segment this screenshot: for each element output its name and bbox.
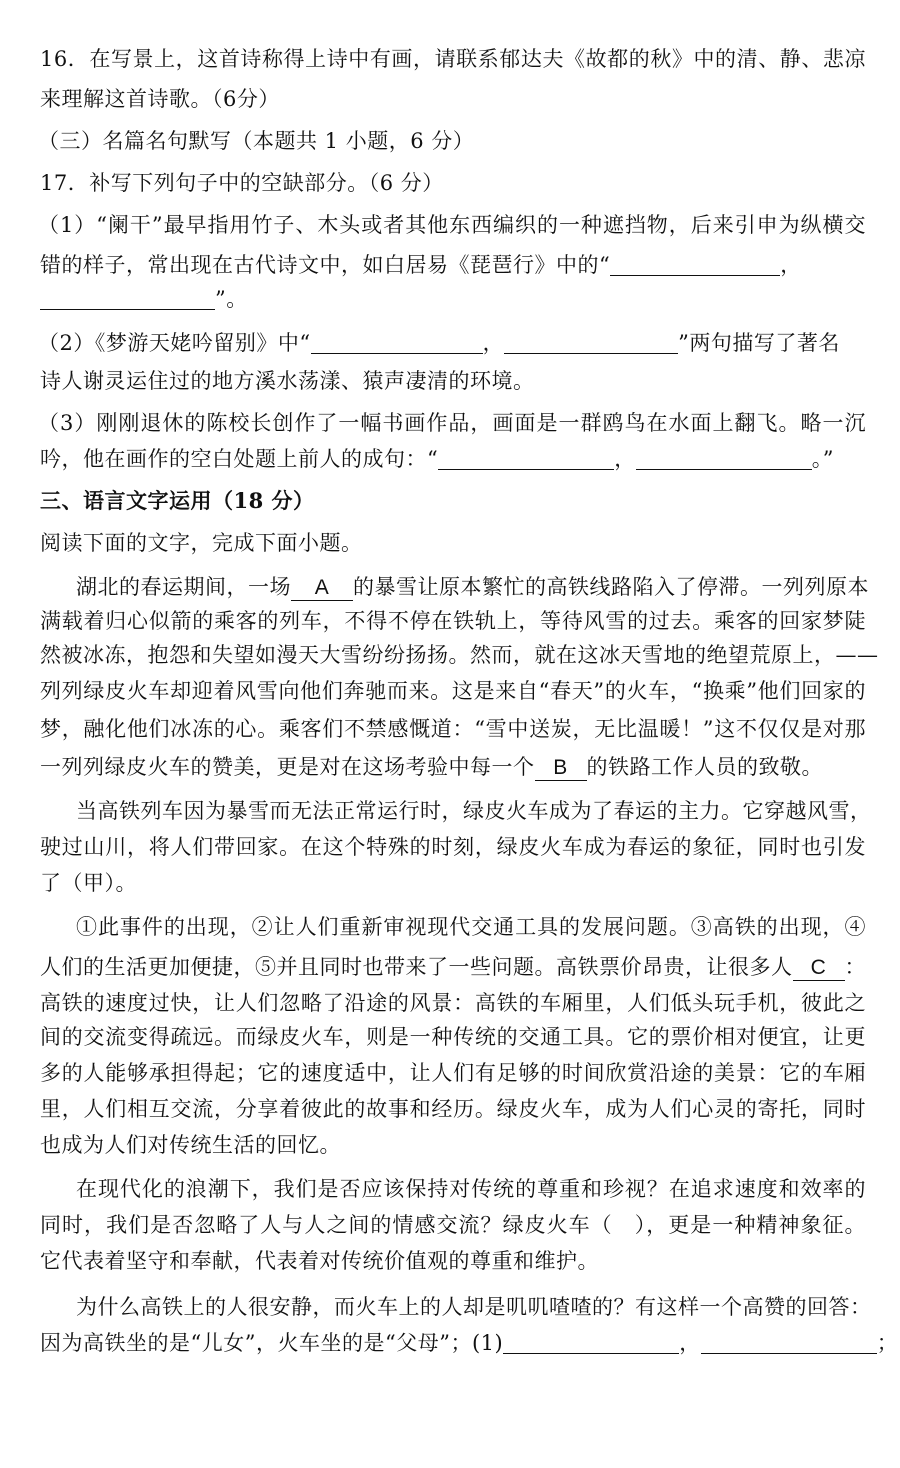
para5-text: 因为高铁坐的是“儿女”，火车坐的是“父母”；(1) — [40, 1331, 504, 1355]
para3-text: 高铁的速度过快，让人们忽略了沿途的风景：高铁的车厢里，人们低头玩手机，彼此之 — [40, 991, 866, 1015]
para1-line-2 — [40, 606, 866, 636]
para4-text: 它代表着坚守和奉献，代表着对传统价值观的尊重和维护。 — [40, 1249, 599, 1273]
fill-blank[interactable] — [701, 1331, 877, 1354]
q17-part3-line-2 — [40, 444, 866, 474]
para1-line-3 — [40, 640, 879, 670]
para3-line-5 — [40, 1058, 866, 1088]
para1-text: 一列列绿皮火车的赞美，更是对在这场考验中每一个 — [40, 755, 535, 779]
para5-line-1 — [76, 1292, 872, 1322]
para2-line-2 — [40, 832, 866, 862]
q16-text-1: 16．在写景上，这首诗称得上诗中有画，请联系郁达夫《故都的秋》中的清、静、悲凉 — [40, 47, 866, 71]
section-3-title: （三）名篇名句默写（本题共 1 小题，6 分） — [38, 129, 475, 153]
part-3-title: 三、语言文字运用（18 分） — [40, 488, 315, 513]
q17-part1-text-1: （1）“阑干”最早指用竹子、木头或者其他东西编织的一种遮挡物，后来引申为纵横交 — [38, 213, 866, 237]
para1-text: 然被冰冻，抱怨和失望如漫天大雪纷纷扬扬。然而，就在这冰天雪地的绝望荒原上，—— — [40, 643, 879, 667]
para3-text: 里，人们相互交流，分享着彼此的故事和经历。绿皮火车，成为人们心灵的寄托，同时 — [40, 1097, 866, 1121]
para2-line-3 — [40, 868, 866, 898]
para3-text: 人们的生活更加便捷，⑤并且同时也带来了一些问题。高铁票价昂贵，让很多人 — [40, 955, 793, 979]
para1-text: 列列绿皮火车却迎着风雪向他们奔驰而来。这是来自“春天”的火车，“换乘”他们回家的 — [40, 679, 866, 703]
fill-blank[interactable] — [311, 331, 483, 354]
para5-line-2 — [40, 1328, 899, 1358]
para4-line-3 — [40, 1246, 866, 1276]
q16-line-2 — [40, 84, 866, 114]
q17-stem-text: 17．补写下列句子中的空缺部分。（6 分） — [40, 171, 444, 195]
fill-blank[interactable] — [610, 253, 780, 276]
answer-blank-c[interactable]: C — [793, 956, 845, 981]
fill-blank[interactable] — [636, 447, 812, 470]
fill-blank[interactable] — [504, 331, 678, 354]
answer-blank-a[interactable]: A — [291, 576, 353, 601]
punct-comma: ， — [780, 253, 802, 277]
punct-comma: ， — [679, 1331, 701, 1355]
q17-part3-text-2: 吟，他在画作的空白处题上前人的成句：“ — [40, 447, 439, 471]
para1-text: 梦，融化他们冰冻的心。乘客们不禁感慨道：“雪中送炭，无比温暖！”这不仅仅是对那 — [40, 717, 866, 741]
para5-text: 为什么高铁上的人很安静，而火车上的人却是叽叽喳喳的？有这样一个高赞的回答： — [76, 1295, 872, 1319]
para1-line-6 — [40, 752, 866, 782]
para2-text: 当高铁列车因为暴雪而无法正常运行时，绿皮火车成为了春运的主力。它穿越风雪， — [76, 799, 872, 823]
q17-part1-line-2 — [40, 250, 866, 280]
section-3-heading — [38, 126, 866, 156]
para3-text: ①此事件的出现，②让人们重新审视现代交通工具的发展问题。③高铁的出现，④ — [76, 915, 866, 939]
para1-text: 的铁路工作人员的致敬。 — [586, 755, 823, 779]
para1-text: 湖北的春运期间，一场 — [76, 575, 291, 599]
para1-text: 的暴雪让原本繁忙的高铁线路陷入了停滞。一列列原本 — [353, 575, 869, 599]
q17-part2-text-1: （2）《梦游天姥吟留别》中“ — [38, 331, 311, 355]
punct-close: ”。 — [215, 287, 248, 311]
para4-text: 同时，我们是否忽略了人与人之间的情感交流？绿皮火车（ ），更是一种精神象征。 — [40, 1213, 866, 1237]
punct-close: 。” — [811, 447, 834, 471]
reading-instruction — [40, 528, 866, 558]
punct-comma: ， — [614, 447, 636, 471]
para3-line-6 — [40, 1094, 866, 1124]
q17-part3-text-1: （3）刚刚退休的陈校长创作了一幅书画作品，画面是一群鸥鸟在水面上翻飞。略一沉 — [38, 411, 866, 435]
punct-semicolon: ； — [876, 1331, 899, 1355]
q16-line-1 — [40, 44, 866, 74]
q17-part2-text-2: 诗人谢灵运住过的地方溪水荡漾、猿声凄清的环境。 — [40, 369, 535, 393]
q17-part1-line-1 — [38, 210, 866, 240]
q16-text-2: 来理解这首诗歌。（6分） — [40, 87, 280, 111]
para3-text: 间的交流变得疏远。而绿皮火车，则是一种传统的交通工具。它的票价相对便宜，让更 — [40, 1025, 866, 1049]
para1-text: 满载着归心似箭的乘客的列车，不得不停在铁轨上，等待风雪的过去。乘客的回家梦陡 — [40, 609, 866, 633]
fill-blank[interactable] — [40, 287, 215, 310]
para2-line-1 — [76, 796, 872, 826]
para4-line-1 — [76, 1174, 866, 1204]
para3-text: ： — [844, 955, 866, 979]
para1-line-1 — [76, 572, 869, 602]
fill-blank[interactable] — [503, 1331, 679, 1354]
para3-line-3 — [40, 988, 866, 1018]
para4-text: 在现代化的浪潮下，我们是否应该保持对传统的尊重和珍视？在追求速度和效率的 — [76, 1177, 866, 1201]
q17-part2-line-2 — [40, 366, 866, 396]
para2-text: 驶过山川，将人们带回家。在这个特殊的时刻，绿皮火车成为春运的象征，同时也引发 — [40, 835, 866, 859]
q17-part1-line-3 — [40, 284, 866, 314]
para3-text: 也成为人们对传统生活的回忆。 — [40, 1133, 341, 1157]
punct-comma: ， — [482, 331, 505, 355]
para1-line-4 — [40, 676, 866, 706]
para1-line-5 — [40, 714, 866, 744]
para3-text: 多的人能够承担得起；它的速度适中，让人们有足够的时间欣赏沿途的美景：它的车厢 — [40, 1061, 866, 1085]
q17-part2-text-1b: ”两句描写了著名 — [678, 331, 840, 355]
para3-line-4 — [40, 1022, 866, 1052]
part-3-heading — [40, 486, 866, 516]
q17-part2-line-1 — [38, 328, 866, 358]
answer-blank-b[interactable]: B — [535, 756, 587, 781]
q17-stem — [40, 168, 866, 198]
fill-blank[interactable] — [438, 447, 614, 470]
q17-part1-text-2: 错的样子，常出现在古代诗文中，如白居易《琵琶行》中的“ — [40, 253, 611, 277]
para4-line-2 — [40, 1210, 866, 1240]
para3-line-7 — [40, 1130, 866, 1160]
para3-line-2 — [40, 952, 866, 982]
para3-line-1 — [76, 912, 866, 942]
instruction-text: 阅读下面的文字，完成下面小题。 — [40, 531, 363, 555]
para2-text: 了（甲）。 — [40, 871, 137, 895]
q17-part3-line-1 — [38, 408, 866, 438]
